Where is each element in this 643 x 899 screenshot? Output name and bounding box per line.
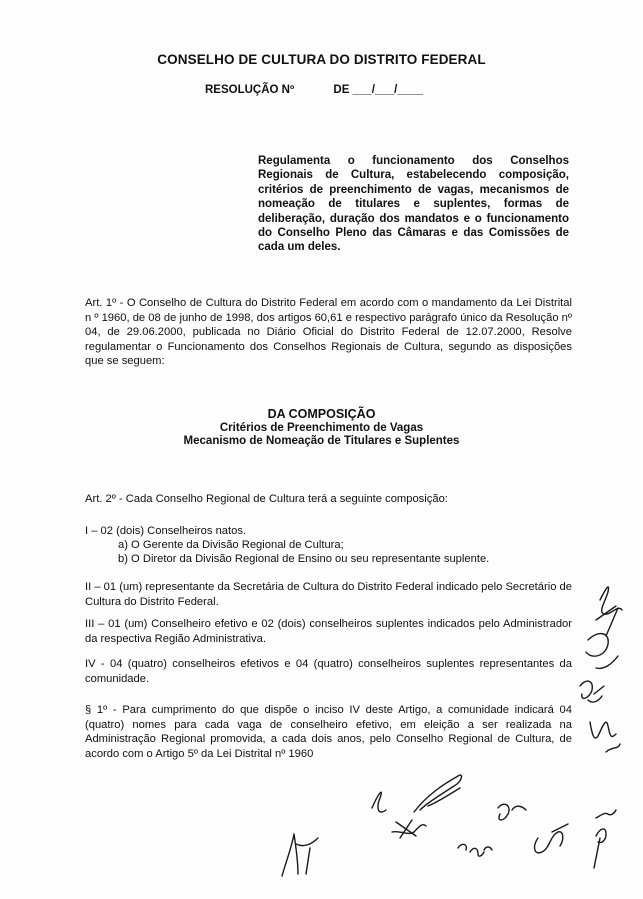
signature-bottom-2 [392, 820, 426, 838]
section-subtitle-1: Critérios de Preenchimento de Vagas [219, 421, 424, 434]
signature-bottom-5 [498, 804, 526, 820]
signature-right-4 [590, 722, 620, 752]
inciso-i: I – 02 (dois) Conselheiros natos. [85, 525, 247, 537]
inciso-iii: III – 01 (um) Conselheiro efetivo e 02 (dois) conselheiros suplentes indicados pelo Administrador da respectiva Região Administrativa. [85, 618, 572, 645]
article-1: Art. 1º - O Conselho de Cultura do Distrito Federal em acordo com o mandamento da Lei Distrital n º 1960, de 08 de junho de 1998, dos artigos 60,61 e respectivo parágrafo único da Resolução nº 04, de 29.06.2000, publicada no Diário Oficial do Distrito Federal de 12.07.2000, Resolve regulamentar o Funcionamento dos Conselhos Regionais de Cultura, segundo as disposições que se seguem: [85, 297, 572, 367]
inciso-iv: IV - 04 (quatro) conselheiros efetivos e 04 (quatro) conselheiros suplentes representantes da comunidade. [85, 658, 572, 685]
signature-bottom-7 [458, 844, 492, 856]
signature-bottom-4 [414, 775, 461, 812]
inciso-i-item-a: a) O Gerente da Divisão Regional de Cultura; [118, 539, 344, 551]
signature-right-3 [580, 681, 604, 702]
inciso-ii: II – 01 (um) representante da Secretária de Cultura do Distrito Federal indicado pelo Secretário de Cultura do Distrito Federal. [85, 581, 572, 608]
section-title: DA COMPOSIÇÃO [267, 407, 376, 421]
document-title: CONSELHO DE CULTURA DO DISTRITO FEDERAL [157, 52, 486, 67]
signature-right-1 [596, 587, 622, 620]
article-2: Art. 2º - Cada Conselho Regional de Cultura terá a seguinte composição: [85, 493, 448, 505]
signature-bottom-6 [535, 824, 568, 853]
resolution-date: DE ___/___/____ [333, 84, 423, 96]
signature-bottom-1 [282, 834, 318, 876]
signature-right-2 [586, 608, 618, 668]
signature-bottom-3 [372, 792, 386, 812]
section-subtitle-2: Mecanismo de Nomeação de Titulares e Suplentes [183, 435, 460, 448]
resolution-label: RESOLUÇÃO Nº [205, 84, 295, 96]
signature-bottom-8 [594, 810, 616, 868]
inciso-i-item-b: b) O Diretor da Divisão Regional de Ensino ou seu representante suplente. [118, 553, 490, 565]
paragraph-1: § 1º - Para cumprimento do que dispõe o inciso IV deste Artigo, a comunidade indicará 04 (quatro) nomes para cada vaga de conselheiro efetivo, em eleição a ser realizada na Administração Regional promovida, a cada dois anos, pelo Conselho Regional de Cultura, de acordo com o Artigo 5º da Lei Distrital nº 1960 [85, 704, 572, 760]
ementa-summary: Regulamenta o funcionamento dos Conselhos Regionais de Cultura, estabelecendo composição, critérios de preenchimento de vagas, mecanismos de nomeação de titulares e suplentes, formas de deliberação, duração dos mandatos e o funcionamento do Conselho Pleno das Câmaras e das Comissões de cada um deles. [258, 155, 569, 254]
